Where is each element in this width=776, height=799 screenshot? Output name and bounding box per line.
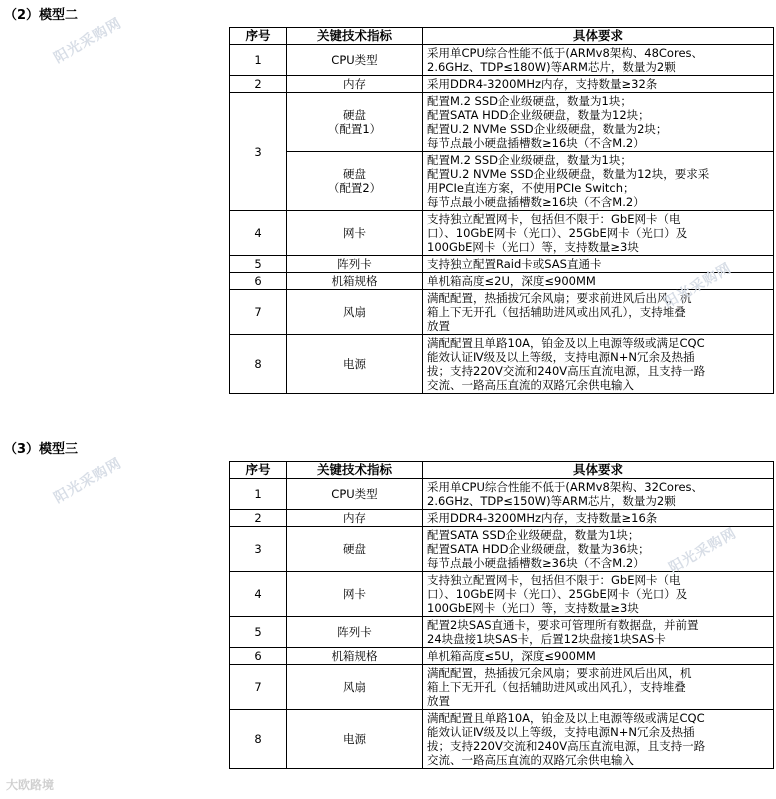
- requirement-line: 每节点最小硬盘插槽数≥36块（不含M.2）: [427, 556, 645, 570]
- header-num: 序号: [230, 28, 287, 45]
- watermark: 阳光采购网: [51, 455, 125, 507]
- cell-indicator: [287, 510, 423, 527]
- table-row: [230, 93, 774, 152]
- cell-num: 4: [230, 572, 287, 617]
- cell-indicator: [287, 479, 423, 510]
- requirement-line: 放置: [427, 319, 450, 333]
- cell-num: 2: [230, 510, 287, 527]
- requirement-line: 100GbE网卡（光口）等，支持数量≥3块: [427, 601, 639, 615]
- cell-requirement: [423, 527, 774, 572]
- requirement-line: 100GbE网卡（光口）等，支持数量≥3块: [427, 240, 639, 254]
- indicator-line: 风扇: [343, 305, 366, 319]
- cell-requirement: [423, 290, 774, 335]
- requirement-line: 拔；支持220V交流和240V高压直流电源，且支持一路: [427, 739, 706, 753]
- cell-requirement: [423, 617, 774, 648]
- indicator-line: 风扇: [343, 680, 366, 694]
- header-indicator: 关键技术指标: [287, 462, 423, 479]
- table-row: [230, 45, 774, 76]
- cell-requirement: [423, 710, 774, 769]
- requirement-line: 箱上下无开孔（包括辅助进风或出风孔），支持堆叠: [427, 680, 686, 694]
- cell-indicator: [287, 617, 423, 648]
- requirement-line: 2.6GHz、TDP≤150W)等ARM芯片，数量为2颗: [427, 494, 676, 508]
- cell-indicator: [287, 290, 423, 335]
- cell-requirement: [423, 510, 774, 527]
- requirement-line: 24块盘接1块SAS卡，后置12块盘接1块SAS卡: [427, 632, 666, 646]
- table-header-row: [230, 28, 774, 45]
- requirement-line: 能效认证Ⅳ级及以上等级，支持电源N+N冗余及热插: [427, 725, 695, 739]
- requirement-line: 配置SATA HDD企业级硬盘，数量为36块；: [427, 542, 650, 556]
- cell-num: 8: [230, 335, 287, 394]
- spec-table-model-2: [229, 27, 774, 394]
- table-row: [230, 617, 774, 648]
- requirement-line: 口）、10GbE网卡（光口）、25GbE网卡（光口）及: [427, 226, 688, 240]
- cell-num: 3: [230, 93, 287, 211]
- cell-num: 6: [230, 273, 287, 290]
- requirement-line: 箱上下无开孔（包括辅助进风或出风孔），支持堆叠: [427, 305, 686, 319]
- requirement-line: 能效认证Ⅳ级及以上等级，支持电源N+N冗余及热插: [427, 350, 695, 364]
- cell-indicator: [287, 710, 423, 769]
- indicator-line: 电源: [343, 357, 366, 371]
- requirement-line: 配置U.2 NVMe SSD企业级硬盘，数量为12块，要求采: [427, 167, 710, 181]
- requirement-line: 配置U.2 NVMe SSD企业级硬盘，数量为2块；: [427, 122, 668, 136]
- cell-indicator: [287, 572, 423, 617]
- cell-requirement: [423, 335, 774, 394]
- requirement-line: 交流、一路高压直流的双路冗余供电输入: [427, 753, 634, 767]
- section-title-model-3: （3）模型三: [4, 442, 79, 457]
- requirement-line: 满配配置，热插拔冗余风扇；要求前进风后出风，机: [427, 666, 692, 680]
- cell-requirement: [423, 665, 774, 710]
- cell-requirement: [423, 76, 774, 93]
- header-requirement: 具体要求: [423, 462, 774, 479]
- table-row: [230, 479, 774, 510]
- cell-indicator: [287, 335, 423, 394]
- cell-requirement: [423, 152, 774, 211]
- cell-num: 5: [230, 617, 287, 648]
- table-header-row: [230, 462, 774, 479]
- cell-requirement: [423, 45, 774, 76]
- cell-indicator: [287, 273, 423, 290]
- table-row: [230, 273, 774, 290]
- requirement-line: 满配配置且单路10A，铂金及以上电源等级或满足CQC: [427, 336, 705, 350]
- cell-num: 8: [230, 710, 287, 769]
- requirement-line: 配置SATA HDD企业级硬盘，数量为12块；: [427, 108, 650, 122]
- indicator-line: 硬盘: [343, 108, 366, 122]
- requirement-line: 满配配置，热插拔冗余风扇；要求前进风后出风，机: [427, 291, 692, 305]
- requirement-line: 拔；支持220V交流和240V高压直流电源，且支持一路: [427, 364, 706, 378]
- table-row: [230, 648, 774, 665]
- indicator-line: CPU类型: [331, 53, 378, 67]
- cell-indicator: [287, 256, 423, 273]
- requirement-line: 配置M.2 SSD企业级硬盘，数量为1块；: [427, 153, 632, 167]
- requirement-line: 配置M.2 SSD企业级硬盘，数量为1块；: [427, 94, 632, 108]
- cell-requirement: [423, 479, 774, 510]
- requirement-line: 单机箱高度≤2U，深度≤900MM: [427, 274, 596, 288]
- cell-indicator: [287, 76, 423, 93]
- table-row: [230, 665, 774, 710]
- cell-num: 2: [230, 76, 287, 93]
- cell-requirement: [423, 211, 774, 256]
- cell-num: 1: [230, 479, 287, 510]
- requirement-line: 配置2块SAS直通卡，要求可管理所有数据盘，并前置: [427, 618, 699, 632]
- requirement-line: 支持独立配置网卡，包括但不限于：GbE网卡（电: [427, 573, 681, 587]
- indicator-line: 机箱规格: [331, 649, 378, 663]
- requirement-line: 交流、一路高压直流的双路冗余供电输入: [427, 378, 634, 392]
- header-num: 序号: [230, 462, 287, 479]
- table-row: [230, 527, 774, 572]
- requirement-line: 配置SATA SSD企业级硬盘，数量为1块；: [427, 528, 640, 542]
- requirement-line: 单机箱高度≤5U，深度≤900MM: [427, 649, 596, 663]
- cell-num: 6: [230, 648, 287, 665]
- watermark: 阳光采购网: [666, 525, 740, 577]
- requirement-line: 采用DDR4-3200MHz内存，支持数量≥32条: [427, 77, 658, 91]
- table-row: [230, 710, 774, 769]
- header-indicator: 关键技术指标: [287, 28, 423, 45]
- spec-table-model-3: [229, 461, 774, 769]
- indicator-line: 硬盘: [343, 542, 366, 556]
- table-row: [230, 256, 774, 273]
- cell-indicator: [287, 93, 423, 152]
- indicator-line: CPU类型: [331, 487, 378, 501]
- table-row: [230, 510, 774, 527]
- requirement-line: 每节点最小硬盘插槽数≥16块（不含M.2）: [427, 136, 645, 150]
- cell-indicator: [287, 648, 423, 665]
- indicator-line: （配置2）: [327, 181, 382, 195]
- cell-indicator: [287, 527, 423, 572]
- requirement-line: 采用单CPU综合性能不低于(ARMv8架构、32Cores、: [427, 480, 704, 494]
- cell-num: 7: [230, 290, 287, 335]
- table-row: [230, 152, 774, 211]
- indicator-line: 硬盘: [343, 167, 366, 181]
- indicator-line: 机箱规格: [331, 274, 378, 288]
- table-row: [230, 335, 774, 394]
- cell-num: 1: [230, 45, 287, 76]
- indicator-line: 网卡: [343, 226, 366, 240]
- section-title-model-2: （2）模型二: [4, 8, 79, 23]
- requirement-line: 采用DDR4-3200MHz内存，支持数量≥16条: [427, 511, 658, 525]
- requirement-line: 放置: [427, 694, 450, 708]
- watermark: 阳光采购网: [661, 260, 735, 312]
- indicator-line: 网卡: [343, 587, 366, 601]
- requirement-line: 每节点最小硬盘插槽数≥16块（不含M.2）: [427, 195, 645, 209]
- corner-logo: 大欧路境: [6, 778, 55, 792]
- requirement-line: 口）、10GbE网卡（光口）、25GbE网卡（光口）及: [427, 587, 688, 601]
- requirement-line: 用PCIe直连方案，不使用PCIe Switch；: [427, 181, 635, 195]
- requirement-line: 支持独立配置Raid卡或SAS直通卡: [427, 257, 602, 271]
- requirement-line: 2.6GHz、TDP≤180W)等ARM芯片，数量为2颗: [427, 60, 676, 74]
- cell-num: 4: [230, 211, 287, 256]
- indicator-line: 阵列卡: [337, 257, 372, 271]
- indicator-line: （配置1）: [327, 122, 382, 136]
- cell-indicator: [287, 665, 423, 710]
- cell-requirement: [423, 93, 774, 152]
- table-row: [230, 76, 774, 93]
- table-row: [230, 572, 774, 617]
- watermark: 阳光采购网: [51, 15, 125, 67]
- indicator-line: 内存: [343, 77, 366, 91]
- requirement-line: 采用单CPU综合性能不低于(ARMv8架构、48Cores、: [427, 46, 704, 60]
- requirement-line: 满配配置且单路10A，铂金及以上电源等级或满足CQC: [427, 711, 705, 725]
- indicator-line: 电源: [343, 732, 366, 746]
- cell-num: 5: [230, 256, 287, 273]
- indicator-line: 内存: [343, 511, 366, 525]
- table-row: [230, 211, 774, 256]
- cell-requirement: [423, 648, 774, 665]
- cell-requirement: [423, 256, 774, 273]
- header-requirement: 具体要求: [423, 28, 774, 45]
- cell-requirement: [423, 572, 774, 617]
- cell-indicator: [287, 45, 423, 76]
- table-row: [230, 290, 774, 335]
- cell-num: 3: [230, 527, 287, 572]
- requirement-line: 支持独立配置网卡，包括但不限于：GbE网卡（电: [427, 212, 681, 226]
- cell-num: 7: [230, 665, 287, 710]
- cell-indicator: [287, 152, 423, 211]
- cell-indicator: [287, 211, 423, 256]
- indicator-line: 阵列卡: [337, 625, 372, 639]
- cell-requirement: [423, 273, 774, 290]
